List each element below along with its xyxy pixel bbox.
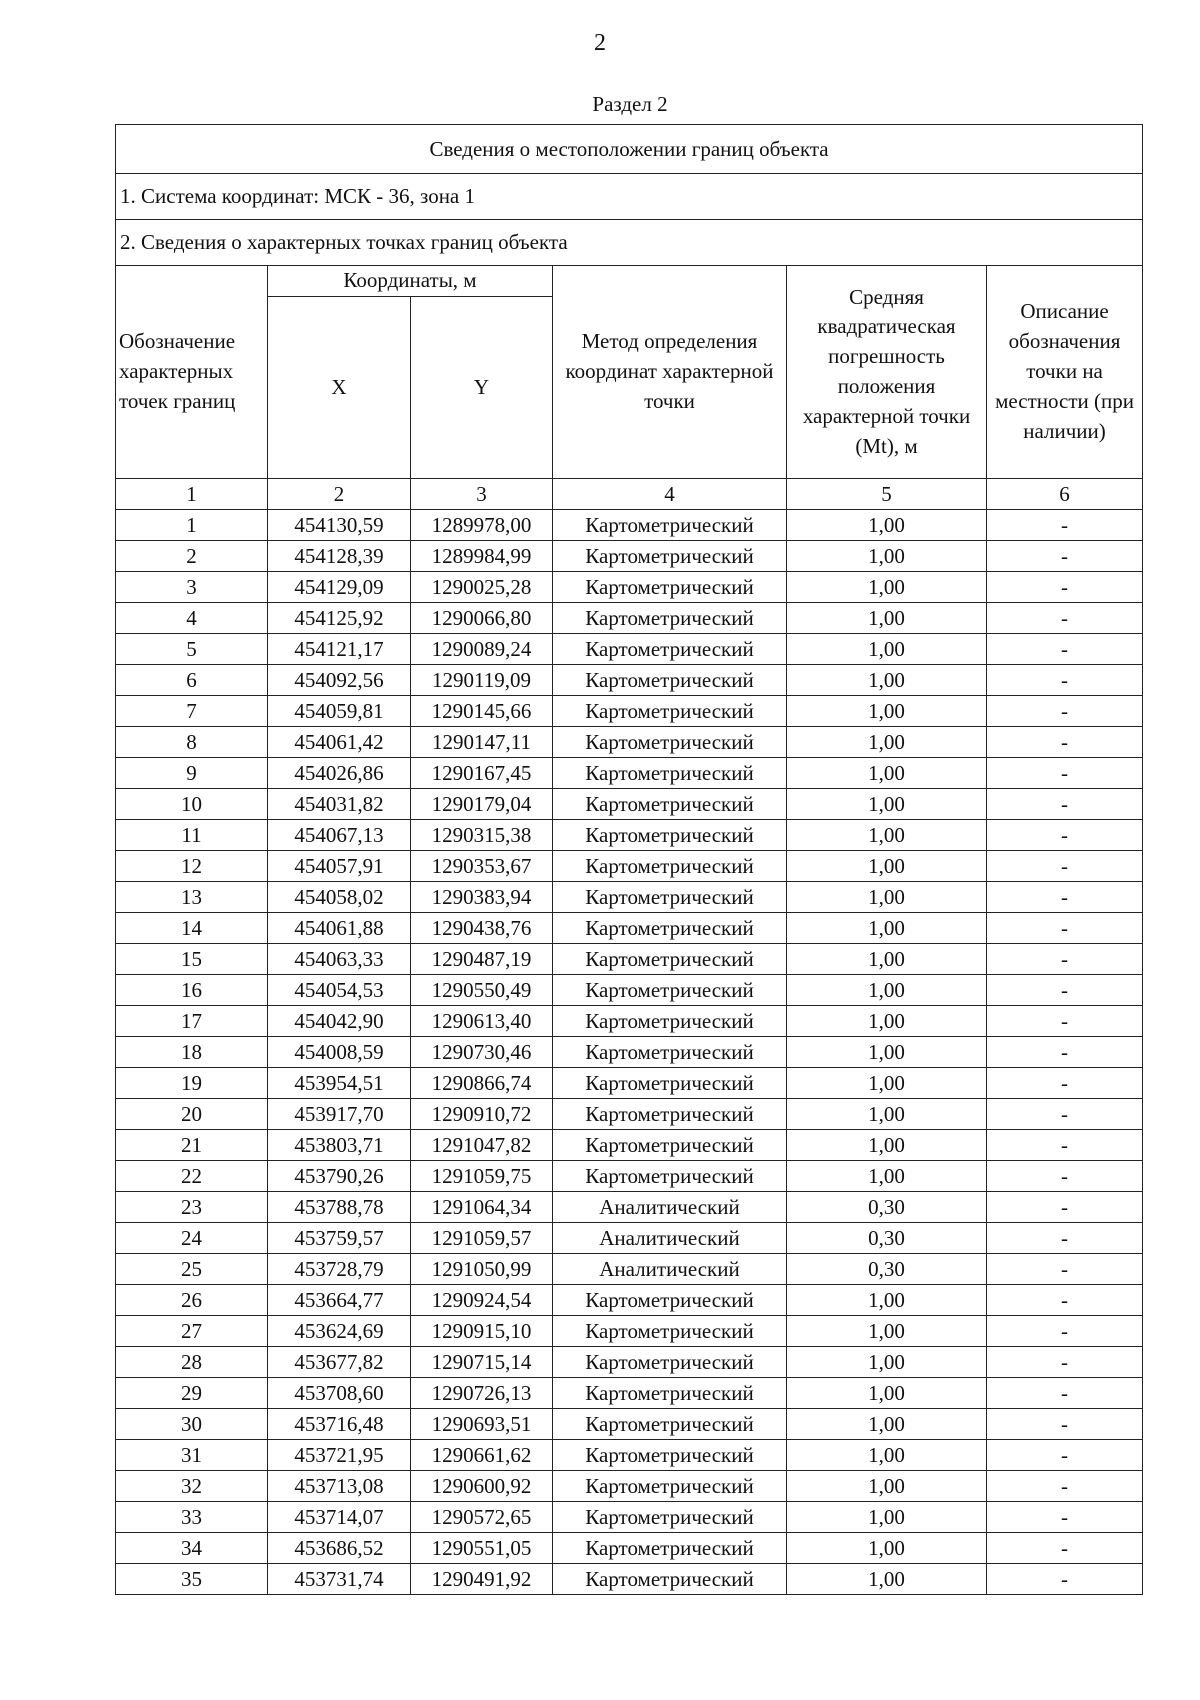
cell-method: Картометрический [553, 572, 787, 603]
cell-point-number: 10 [116, 789, 268, 820]
cell-coord-x: 453759,57 [268, 1223, 411, 1254]
cell-point-number: 4 [116, 603, 268, 634]
table-row [116, 1502, 1143, 1533]
cell-method: Картометрический [553, 1068, 787, 1099]
table-row [116, 1037, 1143, 1068]
column-number: 3 [411, 479, 553, 510]
cell-description: - [987, 665, 1143, 696]
cell-coord-x: 454063,33 [268, 944, 411, 975]
cell-coord-x: 454057,91 [268, 851, 411, 882]
cell-description: - [987, 820, 1143, 851]
table-row [116, 789, 1143, 820]
col-header-error: Средняя квадратическая погрешность положения характерной точки (Mt), м [787, 266, 987, 479]
cell-coord-x: 453803,71 [268, 1130, 411, 1161]
table-row [116, 913, 1143, 944]
cell-coord-y: 1290866,74 [411, 1068, 553, 1099]
cell-point-number: 28 [116, 1347, 268, 1378]
cell-coord-x: 453731,74 [268, 1564, 411, 1595]
cell-description: - [987, 1347, 1143, 1378]
cell-description: - [987, 1192, 1143, 1223]
cell-method: Картометрический [553, 1440, 787, 1471]
cell-coord-y: 1291064,34 [411, 1192, 553, 1223]
cell-coord-x: 453664,77 [268, 1285, 411, 1316]
table-row [116, 820, 1143, 851]
cell-method: Картометрический [553, 944, 787, 975]
cell-description: - [987, 1223, 1143, 1254]
cell-description: - [987, 975, 1143, 1006]
cell-description: - [987, 851, 1143, 882]
cell-method: Картометрический [553, 1564, 787, 1595]
cell-error: 1,00 [787, 758, 987, 789]
cell-coord-x: 453728,79 [268, 1254, 411, 1285]
cell-method: Картометрический [553, 603, 787, 634]
cell-description: - [987, 1068, 1143, 1099]
cell-coord-y: 1290551,05 [411, 1533, 553, 1564]
cell-point-number: 14 [116, 913, 268, 944]
cell-error: 1,00 [787, 665, 987, 696]
column-number: 4 [553, 479, 787, 510]
cell-method: Картометрический [553, 1533, 787, 1564]
cell-error: 1,00 [787, 541, 987, 572]
cell-method: Картометрический [553, 975, 787, 1006]
cell-coord-x: 454092,56 [268, 665, 411, 696]
cell-coord-y: 1289978,00 [411, 510, 553, 541]
cell-point-number: 5 [116, 634, 268, 665]
cell-description: - [987, 1502, 1143, 1533]
cell-error: 1,00 [787, 913, 987, 944]
cell-point-number: 1 [116, 510, 268, 541]
table-row [116, 727, 1143, 758]
table-row [116, 1316, 1143, 1347]
cell-coord-y: 1290383,94 [411, 882, 553, 913]
cell-description: - [987, 727, 1143, 758]
boundary-points-table [115, 124, 1143, 1595]
cell-method: Картометрический [553, 851, 787, 882]
cell-point-number: 13 [116, 882, 268, 913]
cell-method: Картометрический [553, 1471, 787, 1502]
table-row [116, 1533, 1143, 1564]
cell-coord-x: 453708,60 [268, 1378, 411, 1409]
cell-error: 1,00 [787, 1409, 987, 1440]
cell-method: Картометрический [553, 1378, 787, 1409]
cell-point-number: 26 [116, 1285, 268, 1316]
cell-error: 1,00 [787, 851, 987, 882]
cell-method: Картометрический [553, 541, 787, 572]
points-body [116, 510, 1143, 1595]
cell-method: Картометрический [553, 665, 787, 696]
cell-coord-y: 1290487,19 [411, 944, 553, 975]
cell-method: Аналитический [553, 1192, 787, 1223]
cell-error: 0,30 [787, 1223, 987, 1254]
page-number: 2 [594, 30, 606, 56]
cell-coord-x: 454130,59 [268, 510, 411, 541]
cell-coord-y: 1290167,45 [411, 758, 553, 789]
cell-coord-y: 1291059,75 [411, 1161, 553, 1192]
cell-error: 1,00 [787, 1285, 987, 1316]
cell-method: Аналитический [553, 1254, 787, 1285]
cell-description: - [987, 1285, 1143, 1316]
table-row [116, 1564, 1143, 1595]
cell-error: 1,00 [787, 1347, 987, 1378]
cell-method: Картометрический [553, 727, 787, 758]
cell-description: - [987, 1130, 1143, 1161]
table-row [116, 1099, 1143, 1130]
cell-point-number: 2 [116, 541, 268, 572]
cell-method: Картометрический [553, 1037, 787, 1068]
cell-description: - [987, 1099, 1143, 1130]
table-row [116, 1347, 1143, 1378]
cell-coord-y: 1290119,09 [411, 665, 553, 696]
cell-method: Картометрический [553, 1409, 787, 1440]
cell-error: 1,00 [787, 1564, 987, 1595]
cell-point-number: 16 [116, 975, 268, 1006]
cell-coord-y: 1290145,66 [411, 696, 553, 727]
table-row [116, 975, 1143, 1006]
cell-coord-x: 453954,51 [268, 1068, 411, 1099]
cell-coord-x: 453624,69 [268, 1316, 411, 1347]
cell-method: Картометрический [553, 882, 787, 913]
cell-error: 1,00 [787, 1533, 987, 1564]
cell-method: Картометрический [553, 1502, 787, 1533]
cell-description: - [987, 1006, 1143, 1037]
cell-coord-x: 454026,86 [268, 758, 411, 789]
table-row [116, 1440, 1143, 1471]
cell-description: - [987, 572, 1143, 603]
cell-coord-y: 1291047,82 [411, 1130, 553, 1161]
table-row [116, 510, 1143, 541]
cell-point-number: 25 [116, 1254, 268, 1285]
cell-point-number: 11 [116, 820, 268, 851]
cell-point-number: 6 [116, 665, 268, 696]
cell-point-number: 12 [116, 851, 268, 882]
column-number: 2 [268, 479, 411, 510]
cell-error: 1,00 [787, 1037, 987, 1068]
cell-coord-x: 453677,82 [268, 1347, 411, 1378]
cell-point-number: 15 [116, 944, 268, 975]
coordinate-system: 1. Система координат: МСК - 36, зона 1 [116, 174, 1143, 220]
table-row [116, 1378, 1143, 1409]
col-header-designation: Обозначение характерных точек границ [116, 266, 268, 479]
cell-error: 1,00 [787, 789, 987, 820]
cell-error: 1,00 [787, 1006, 987, 1037]
cell-error: 1,00 [787, 696, 987, 727]
cell-coord-y: 1290661,62 [411, 1440, 553, 1471]
cell-coord-x: 454125,92 [268, 603, 411, 634]
cell-error: 1,00 [787, 975, 987, 1006]
col-header-coordinates: Координаты, м [268, 266, 553, 297]
cell-coord-x: 454121,17 [268, 634, 411, 665]
cell-point-number: 35 [116, 1564, 268, 1595]
cell-error: 1,00 [787, 1440, 987, 1471]
table-row [116, 665, 1143, 696]
cell-coord-y: 1290025,28 [411, 572, 553, 603]
cell-error: 0,30 [787, 1254, 987, 1285]
table-row [116, 1285, 1143, 1316]
cell-point-number: 32 [116, 1471, 268, 1502]
cell-method: Картометрический [553, 1130, 787, 1161]
cell-error: 1,00 [787, 634, 987, 665]
cell-coord-y: 1291050,99 [411, 1254, 553, 1285]
cell-coord-x: 453716,48 [268, 1409, 411, 1440]
cell-description: - [987, 1533, 1143, 1564]
cell-coord-y: 1290315,38 [411, 820, 553, 851]
cell-method: Картометрический [553, 1347, 787, 1378]
cell-coord-x: 454059,81 [268, 696, 411, 727]
cell-coord-y: 1290089,24 [411, 634, 553, 665]
cell-coord-x: 454042,90 [268, 1006, 411, 1037]
cell-method: Картометрический [553, 820, 787, 851]
cell-point-number: 33 [116, 1502, 268, 1533]
cell-error: 1,00 [787, 1378, 987, 1409]
cell-description: - [987, 789, 1143, 820]
cell-method: Картометрический [553, 789, 787, 820]
cell-description: - [987, 882, 1143, 913]
table-row [116, 1192, 1143, 1223]
table-row [116, 1161, 1143, 1192]
cell-coord-y: 1290915,10 [411, 1316, 553, 1347]
cell-point-number: 8 [116, 727, 268, 758]
table-title: Сведения о местоположении границ объекта [116, 125, 1143, 174]
cell-method: Картометрический [553, 758, 787, 789]
cell-coord-x: 454008,59 [268, 1037, 411, 1068]
cell-method: Картометрический [553, 1006, 787, 1037]
table-row [116, 1409, 1143, 1440]
cell-description: - [987, 1254, 1143, 1285]
cell-description: - [987, 1471, 1143, 1502]
cell-point-number: 19 [116, 1068, 268, 1099]
cell-coord-x: 454129,09 [268, 572, 411, 603]
cell-method: Картометрический [553, 634, 787, 665]
cell-description: - [987, 541, 1143, 572]
cell-coord-y: 1290147,11 [411, 727, 553, 758]
cell-error: 1,00 [787, 944, 987, 975]
cell-error: 1,00 [787, 820, 987, 851]
column-number: 6 [987, 479, 1143, 510]
cell-error: 1,00 [787, 1316, 987, 1347]
cell-coord-x: 454067,13 [268, 820, 411, 851]
table-row [116, 603, 1143, 634]
table-row [116, 541, 1143, 572]
cell-coord-x: 453788,78 [268, 1192, 411, 1223]
cell-method: Картометрический [553, 1285, 787, 1316]
column-number: 5 [787, 479, 987, 510]
column-number: 1 [116, 479, 268, 510]
cell-method: Картометрический [553, 1316, 787, 1347]
cell-point-number: 9 [116, 758, 268, 789]
cell-error: 1,00 [787, 1502, 987, 1533]
col-header-y: Y [411, 297, 553, 479]
table-row [116, 696, 1143, 727]
cell-method: Картометрический [553, 510, 787, 541]
cell-point-number: 29 [116, 1378, 268, 1409]
cell-coord-y: 1290693,51 [411, 1409, 553, 1440]
cell-error: 1,00 [787, 1130, 987, 1161]
cell-error: 1,00 [787, 603, 987, 634]
cell-point-number: 31 [116, 1440, 268, 1471]
cell-point-number: 21 [116, 1130, 268, 1161]
table-row [116, 1223, 1143, 1254]
cell-coord-x: 454061,88 [268, 913, 411, 944]
table-row [116, 1068, 1143, 1099]
cell-point-number: 20 [116, 1099, 268, 1130]
col-header-description: Описание обозначения точки на местности (при наличии) [987, 266, 1143, 479]
cell-description: - [987, 1409, 1143, 1440]
cell-error: 1,00 [787, 510, 987, 541]
cell-coord-x: 453686,52 [268, 1533, 411, 1564]
cell-error: 1,00 [787, 1099, 987, 1130]
col-header-method: Метод определения координат характерной точки [553, 266, 787, 479]
cell-coord-y: 1290924,54 [411, 1285, 553, 1316]
cell-description: - [987, 944, 1143, 975]
cell-error: 1,00 [787, 727, 987, 758]
cell-coord-y: 1290572,65 [411, 1502, 553, 1533]
column-number-row [116, 479, 1143, 510]
cell-point-number: 30 [116, 1409, 268, 1440]
cell-description: - [987, 1161, 1143, 1192]
table-row [116, 851, 1143, 882]
cell-description: - [987, 696, 1143, 727]
cell-coord-x: 454058,02 [268, 882, 411, 913]
table-row [116, 1006, 1143, 1037]
col-header-x: X [268, 297, 411, 479]
cell-error: 1,00 [787, 1068, 987, 1099]
cell-coord-y: 1289984,99 [411, 541, 553, 572]
cell-description: - [987, 1316, 1143, 1347]
cell-coord-y: 1290438,76 [411, 913, 553, 944]
cell-point-number: 17 [116, 1006, 268, 1037]
cell-coord-y: 1290613,40 [411, 1006, 553, 1037]
cell-coord-x: 454054,53 [268, 975, 411, 1006]
cell-point-number: 18 [116, 1037, 268, 1068]
cell-coord-y: 1290600,92 [411, 1471, 553, 1502]
cell-coord-y: 1290353,67 [411, 851, 553, 882]
cell-coord-y: 1290179,04 [411, 789, 553, 820]
cell-point-number: 7 [116, 696, 268, 727]
cell-point-number: 22 [116, 1161, 268, 1192]
cell-description: - [987, 758, 1143, 789]
cell-error: 0,30 [787, 1192, 987, 1223]
cell-point-number: 27 [116, 1316, 268, 1347]
cell-method: Картометрический [553, 1099, 787, 1130]
cell-method: Картометрический [553, 696, 787, 727]
cell-coord-y: 1290726,13 [411, 1378, 553, 1409]
table-row [116, 572, 1143, 603]
cell-coord-x: 453713,08 [268, 1471, 411, 1502]
cell-coord-x: 453721,95 [268, 1440, 411, 1471]
cell-description: - [987, 1564, 1143, 1595]
cell-coord-x: 454061,42 [268, 727, 411, 758]
cell-coord-y: 1290730,46 [411, 1037, 553, 1068]
table-row [116, 1130, 1143, 1161]
cell-coord-x: 453917,70 [268, 1099, 411, 1130]
cell-coord-y: 1290550,49 [411, 975, 553, 1006]
cell-coord-y: 1290066,80 [411, 603, 553, 634]
table-row [116, 758, 1143, 789]
cell-description: - [987, 913, 1143, 944]
cell-description: - [987, 1378, 1143, 1409]
cell-method: Картометрический [553, 1161, 787, 1192]
table-row [116, 882, 1143, 913]
cell-coord-x: 454128,39 [268, 541, 411, 572]
cell-point-number: 3 [116, 572, 268, 603]
cell-method: Картометрический [553, 913, 787, 944]
cell-coord-x: 454031,82 [268, 789, 411, 820]
cell-point-number: 24 [116, 1223, 268, 1254]
cell-error: 1,00 [787, 882, 987, 913]
section-title: Раздел 2 [592, 92, 668, 116]
cell-description: - [987, 1440, 1143, 1471]
cell-point-number: 34 [116, 1533, 268, 1564]
cell-coord-y: 1290491,92 [411, 1564, 553, 1595]
cell-error: 1,00 [787, 572, 987, 603]
cell-description: - [987, 603, 1143, 634]
cell-coord-y: 1290910,72 [411, 1099, 553, 1130]
table-row [116, 1471, 1143, 1502]
cell-description: - [987, 1037, 1143, 1068]
table-row [116, 634, 1143, 665]
cell-coord-x: 453790,26 [268, 1161, 411, 1192]
cell-method: Аналитический [553, 1223, 787, 1254]
table-row [116, 1254, 1143, 1285]
cell-coord-y: 1290715,14 [411, 1347, 553, 1378]
cell-description: - [987, 510, 1143, 541]
cell-error: 1,00 [787, 1161, 987, 1192]
cell-error: 1,00 [787, 1471, 987, 1502]
points-heading: 2. Сведения о характерных точках границ объекта [116, 220, 1143, 266]
cell-description: - [987, 634, 1143, 665]
cell-point-number: 23 [116, 1192, 268, 1223]
cell-coord-x: 453714,07 [268, 1502, 411, 1533]
cell-coord-y: 1291059,57 [411, 1223, 553, 1254]
table-row [116, 944, 1143, 975]
